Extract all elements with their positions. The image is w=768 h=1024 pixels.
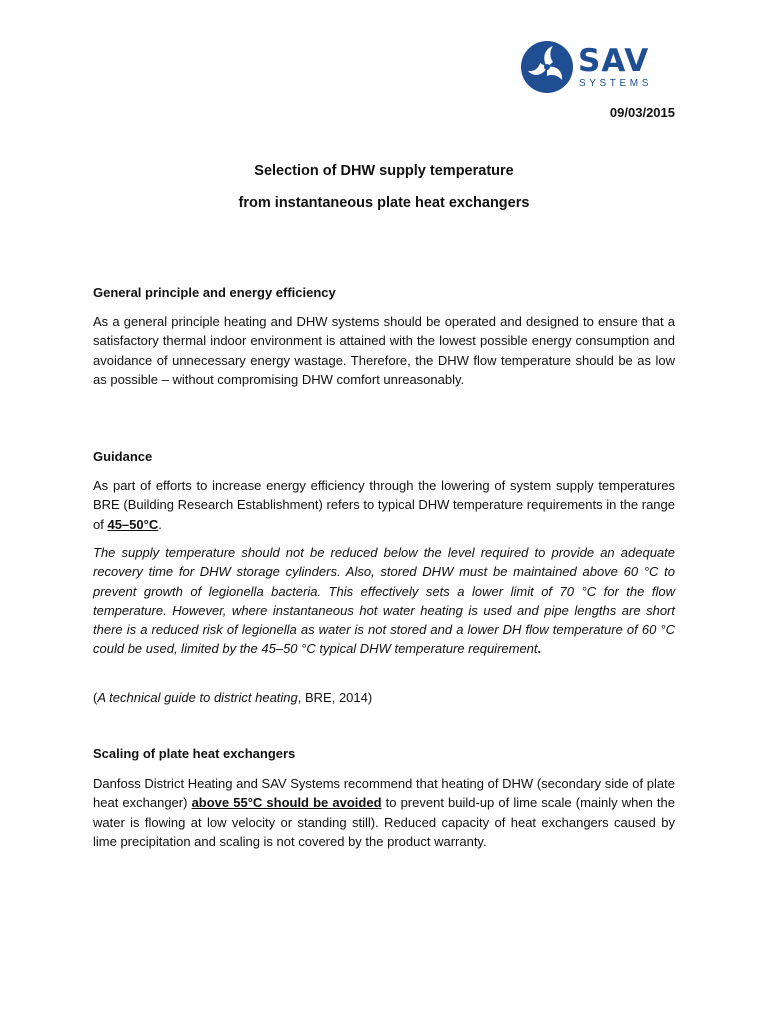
- general-paragraph: As a general principle heating and DHW systems should be operated and designed to ensure that a satisfactory thermal indoor environment is attained with the lowest possible energy consumption and avoidance of unnecessary energy wastage. Therefore, the DHW flow temperature should be as low as possible – without compromising DHW comfort unreasonably.: [93, 314, 675, 387]
- guidance-quote-block: [93, 543, 675, 659]
- section-general-body: [93, 312, 675, 389]
- citation-rest: , BRE, 2014): [297, 690, 373, 705]
- logo-wordmark: [578, 42, 652, 89]
- guidance-citation-block: [93, 688, 675, 707]
- citation-open: (: [93, 690, 98, 705]
- guidance-quote: [93, 543, 675, 659]
- scaling-paragraph: [93, 774, 675, 851]
- document-title-line-1: Selection of DHW supply temperature: [254, 163, 514, 179]
- sav-systems-logo: [520, 40, 652, 94]
- guidance-citation: [93, 688, 675, 707]
- section-guidance-body: [93, 476, 675, 534]
- section-heading-scaling: Scaling of plate heat exchangers: [93, 746, 296, 761]
- scaling-text-start: Danfoss District Heating and SAV Systems recommend that heating of DHW (secondary side of plate heat exchanger): [93, 776, 675, 811]
- scaling-warning: above 55°C should be avoided: [191, 795, 382, 811]
- guidance-paragraph: [93, 476, 675, 534]
- logo-subtitle: SYSTEMS: [579, 77, 652, 89]
- guidance-temperature-range: 45–50°C: [107, 516, 159, 532]
- guidance-text-end: .: [158, 516, 162, 532]
- guidance-quote-end: .: [537, 641, 542, 657]
- document-title-line-2: from instantaneous plate heat exchangers: [238, 195, 530, 211]
- guidance-text-start: As part of efforts to increase energy efficiency through the lowering of system supply temperatures BRE (Building Research Establishment) refers to typical DHW temperature requirements in the range of: [93, 478, 675, 532]
- citation-title: A technical guide to district heating: [97, 690, 298, 705]
- section-heading-general: General principle and energy efficiency: [93, 285, 336, 300]
- document-date: 09/03/2015: [609, 105, 675, 120]
- logo-name: SAV: [578, 42, 650, 79]
- guidance-quote-text: The supply temperature should not be reduced below the level required to provide an adequate recovery time for DHW storage cylinders. Also, stored DHW must be maintained above 60 °C to prevent growth of legionella bacteria. This effectively sets a lower limit of 70 °C for the flow temperature. However, where instantaneous hot water heating is used and pipe lengths are short there is a reduced risk of legionella as water is not stored and a lower DH flow temperature of 60 °C could be used, limited by the 45–50 °C typical DHW temperature requirement: [93, 545, 675, 657]
- scaling-text-end: to prevent build-up of lime scale (mainly when the water is flowing at low velocity or standing still). Reduced capacity of heat exchangers caused by lime precipitation and scaling is not covered by the product warranty.: [93, 795, 675, 849]
- section-heading-guidance: Guidance: [93, 449, 153, 464]
- sav-logo-icon: [520, 40, 574, 94]
- section-scaling-body: [93, 774, 675, 851]
